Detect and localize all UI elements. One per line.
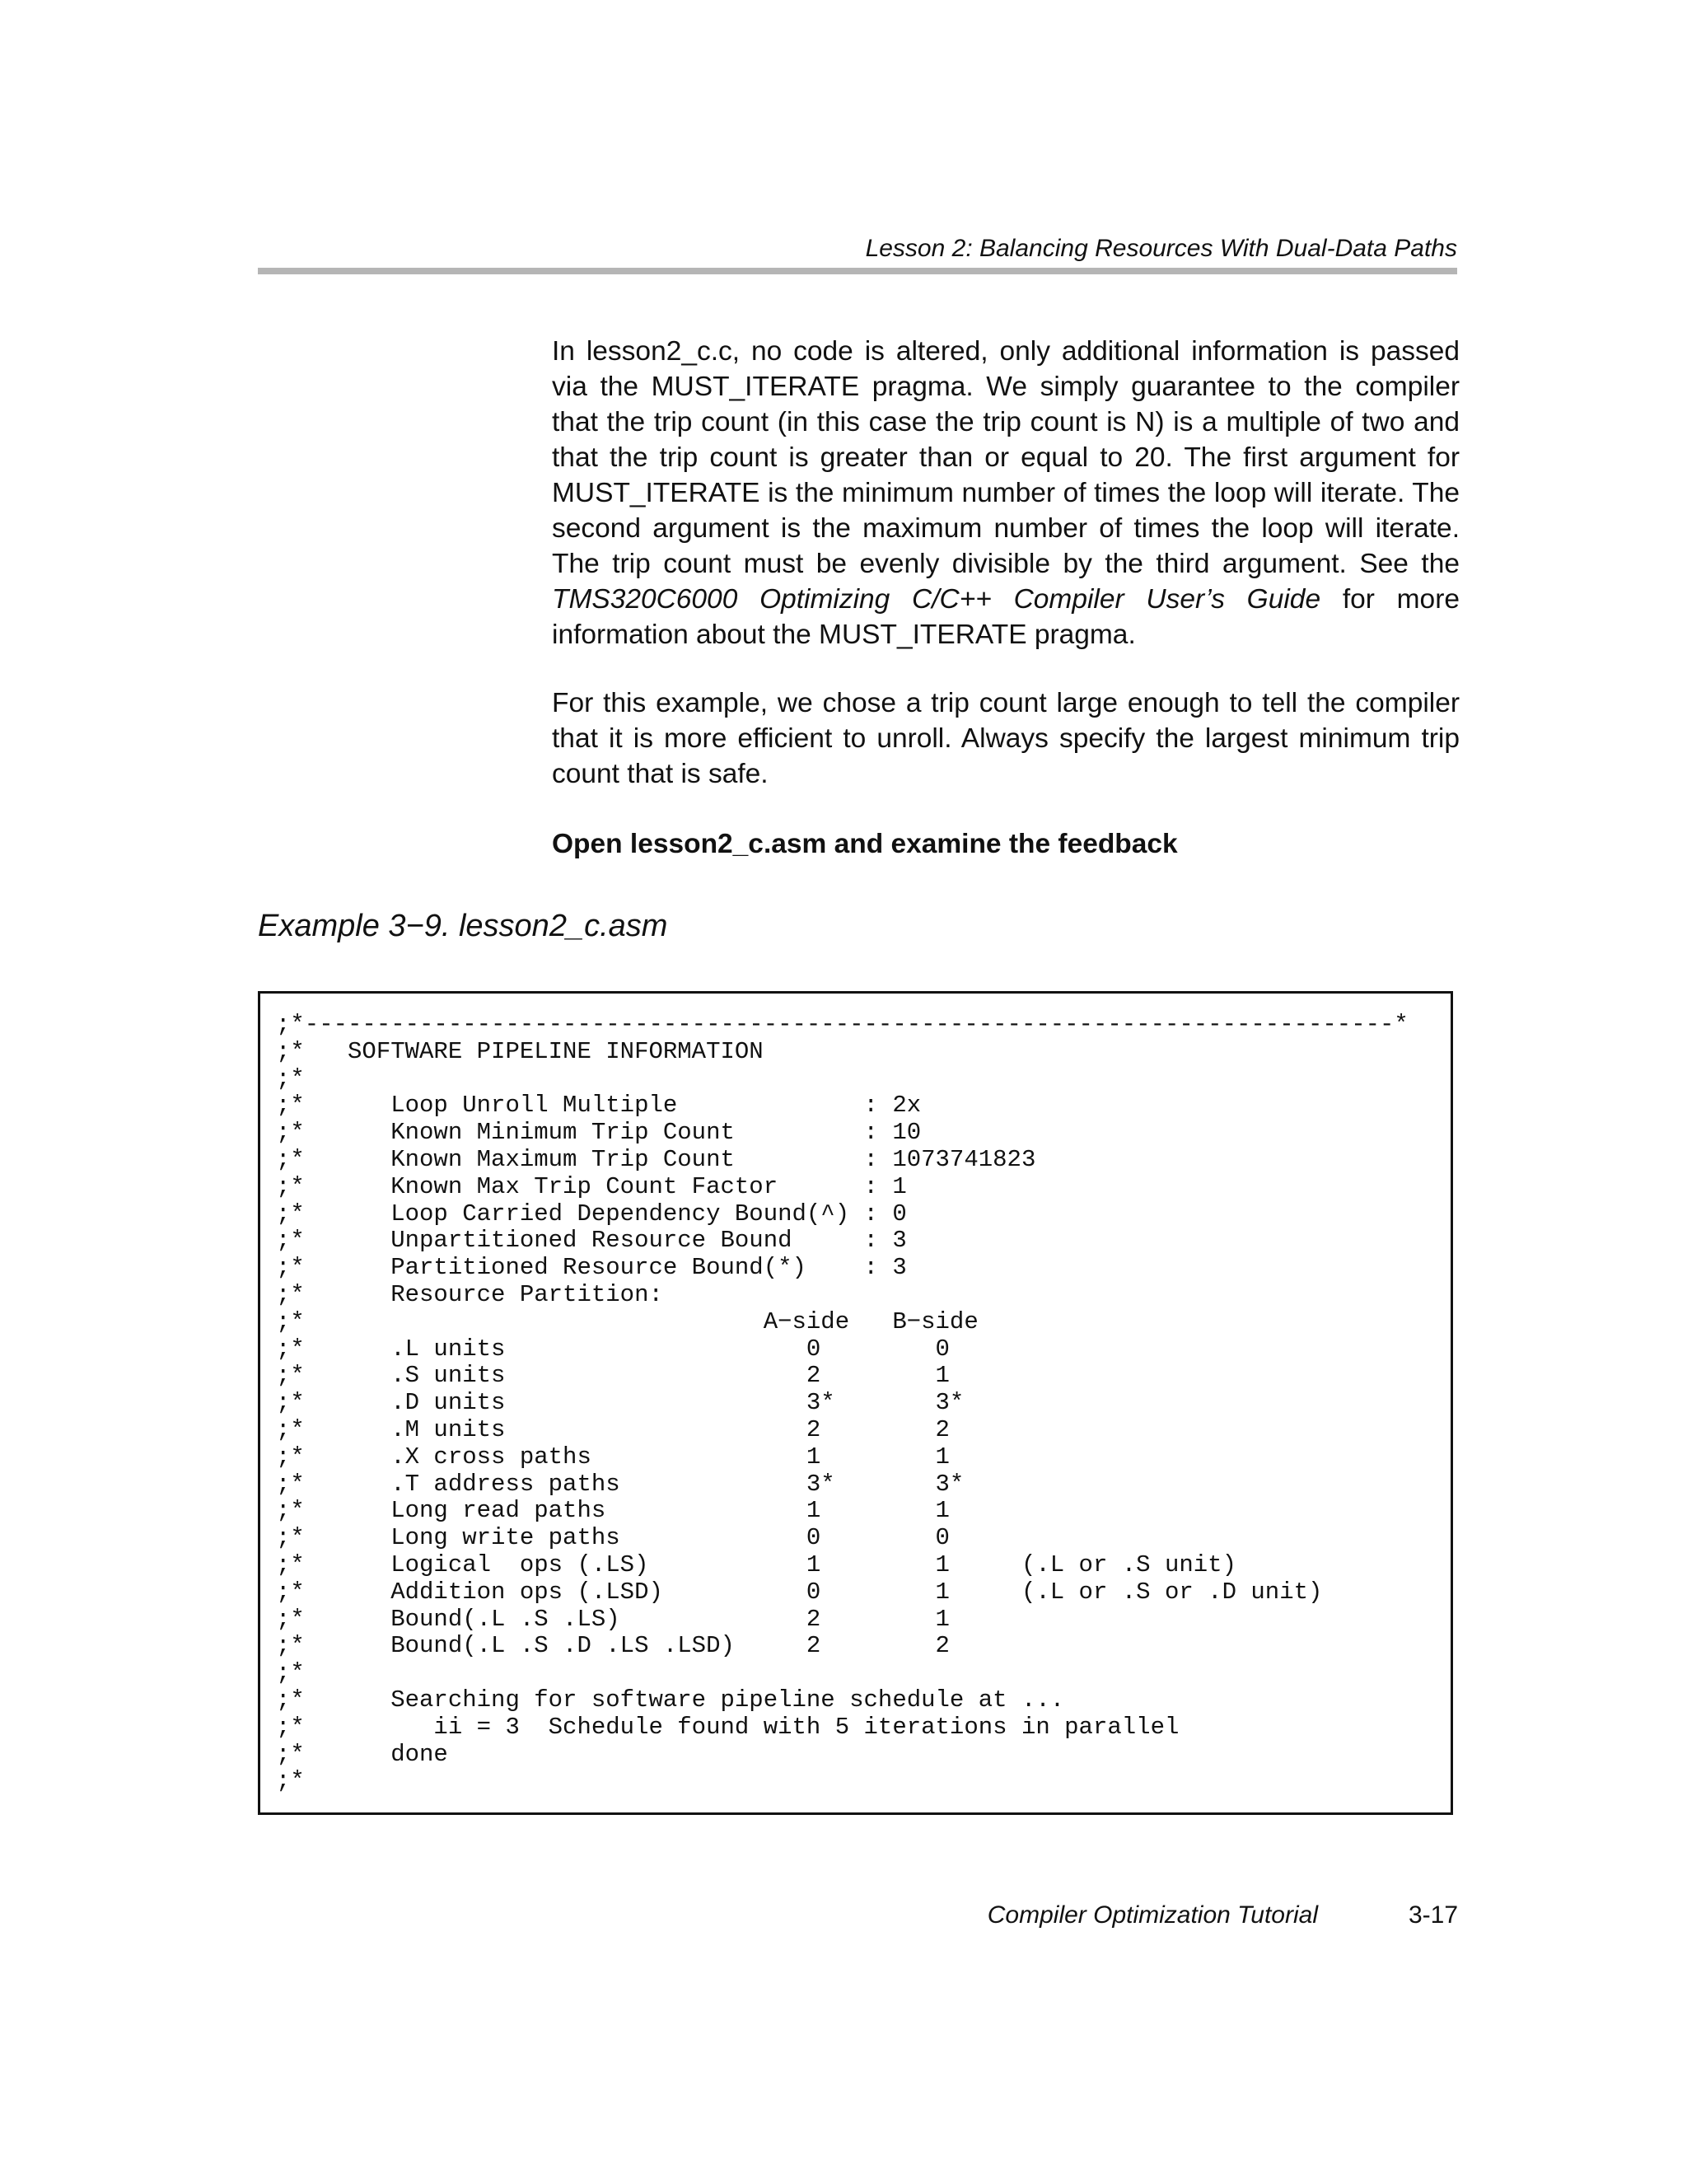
code-line: ;* Bound(.L .S .D .LS .LSD) 2 2 bbox=[276, 1632, 950, 1660]
code-line: ;* .L units 0 0 bbox=[276, 1335, 950, 1363]
code-line: ;* Unpartitioned Resource Bound : 3 bbox=[276, 1227, 907, 1255]
code-line: ;* done bbox=[276, 1740, 448, 1768]
code-line: ;* bbox=[276, 1767, 305, 1795]
code-line: ;* Loop Carried Dependency Bound(^) : 0 bbox=[276, 1200, 907, 1228]
code-line: ;*----------------------------------------------------------------------------* bbox=[276, 1011, 1409, 1038]
code-line: ;* .S units 2 1 bbox=[276, 1362, 950, 1390]
code-line: ;* Searching for software pipeline schedule at ... bbox=[276, 1686, 1065, 1714]
code-line: ;* .D units 3* 3* bbox=[276, 1389, 965, 1417]
code-line: ;* Bound(.L .S .LS) 2 1 bbox=[276, 1605, 950, 1633]
example-caption: Example 3−9. lesson2_c.asm bbox=[258, 909, 668, 943]
code-line: ;* Loop Unroll Multiple : 2x bbox=[276, 1092, 922, 1120]
code-line: ;* Known Max Trip Count Factor : 1 bbox=[276, 1172, 907, 1200]
code-line: ;* Known Minimum Trip Count : 10 bbox=[276, 1119, 922, 1147]
code-line: ;* .X cross paths 1 1 bbox=[276, 1443, 950, 1471]
code-line: ;* .T address paths 3* 3* bbox=[276, 1470, 965, 1498]
code-line: ;* SOFTWARE PIPELINE INFORMATION bbox=[276, 1037, 764, 1065]
intro-paragraph-text-1: In lesson2_c.c, no code is altered, only additional information is passed via the MUST_ITERATE pragma. We simply guarantee to the compiler that the trip count (in this case the trip count is N) is a multiple of two and that the trip count is greater than or equal to 20. The first argument for MUST_ITERATE is the minimum number of times the loop will iterate. The second argument is the maximum number of times the loop will iterate. The trip count must be evenly divisible by the third argument. See the bbox=[552, 336, 1460, 579]
code-line: ;* Addition ops (.LSD) 0 1 (.L or .S or .D unit) bbox=[276, 1578, 1323, 1606]
footer-title: Compiler Optimization Tutorial bbox=[987, 1901, 1318, 1929]
page-number: 3-17 bbox=[1408, 1901, 1458, 1929]
compiler-guide-reference: TMS320C6000 Optimizing C/C++ Compiler User’s Guide bbox=[552, 584, 1321, 615]
code-line: ;* Partitioned Resource Bound(*) : 3 bbox=[276, 1254, 907, 1282]
code-line: ;* Logical ops (.LS) 1 1 (.L or .S unit) bbox=[276, 1550, 1236, 1578]
trip-count-paragraph: For this example, we chose a trip count large enough to tell the compiler that it is more efficient to unroll. Always specify the largest minimum trip count that is safe. bbox=[552, 688, 1460, 789]
intro-paragraph bbox=[552, 334, 1460, 652]
code-line: ;* .M units 2 2 bbox=[276, 1415, 950, 1443]
code-line: ;* Known Maximum Trip Count : 1073741823 bbox=[276, 1145, 1036, 1173]
instruction-heading: Open lesson2_c.asm and examine the feedback bbox=[552, 829, 1178, 859]
code-line: ;* bbox=[276, 1064, 305, 1092]
code-line: ;* A−side B−side bbox=[276, 1307, 979, 1335]
code-listing-box bbox=[258, 991, 1453, 1815]
code-listing bbox=[276, 1012, 1409, 1795]
code-line: ;* bbox=[276, 1659, 305, 1687]
code-line: ;* Long read paths 1 1 bbox=[276, 1497, 950, 1525]
header-rule bbox=[258, 268, 1457, 274]
code-line: ;* ii = 3 Schedule found with 5 iterations in parallel bbox=[276, 1713, 1180, 1741]
intro-paragraph-text-2: for more information about the MUST_ITERATE pragma. bbox=[552, 584, 1460, 650]
code-line: ;* Long write paths 0 0 bbox=[276, 1524, 950, 1552]
running-header-title: Lesson 2: Balancing Resources With Dual-Data Paths bbox=[865, 235, 1457, 262]
code-line: ;* Resource Partition: bbox=[276, 1280, 663, 1308]
